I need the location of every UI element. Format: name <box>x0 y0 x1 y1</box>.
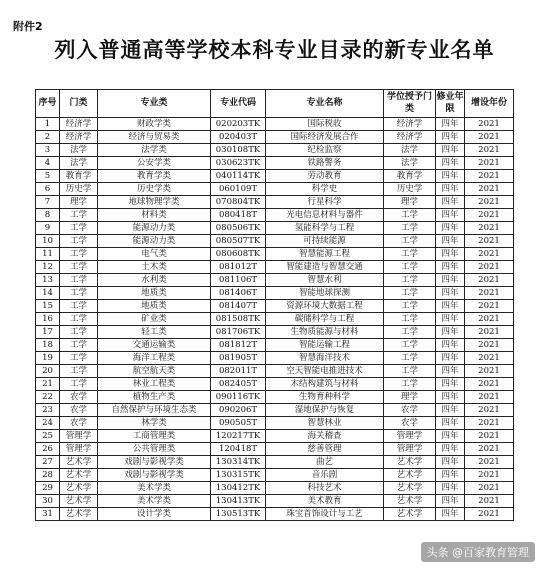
cell-degree-category: 工学 <box>384 222 436 235</box>
cell-study-years: 四年 <box>436 508 465 521</box>
cell-index: 21 <box>36 378 60 391</box>
cell-study-years: 四年 <box>436 391 465 404</box>
cell-study-years: 四年 <box>436 469 465 482</box>
cell-discipline: 工学 <box>60 209 98 222</box>
cell-index: 17 <box>36 326 60 339</box>
cell-discipline: 工学 <box>60 313 98 326</box>
cell-study-years: 四年 <box>436 417 465 430</box>
cell-major-name: 木结构建筑与材料 <box>266 378 384 391</box>
cell-year-added: 2021 <box>465 378 514 391</box>
cell-discipline: 农学 <box>60 404 98 417</box>
cell-year-added: 2021 <box>465 261 514 274</box>
table-row <box>36 365 514 378</box>
cell-study-years: 四年 <box>436 170 465 183</box>
cell-major-code: 070804TK <box>211 196 266 209</box>
header-index: 序号 <box>36 90 60 118</box>
cell-study-years: 四年 <box>436 443 465 456</box>
attachment-label: 附件2 <box>13 20 43 33</box>
cell-year-added: 2021 <box>465 443 514 456</box>
cell-major-class: 戏剧与影视学类 <box>98 469 211 482</box>
cell-major-class: 水利类 <box>98 274 211 287</box>
cell-index: 29 <box>36 482 60 495</box>
cell-year-added: 2021 <box>465 183 514 196</box>
header-degree-category: 学位授予门类 <box>384 90 436 118</box>
cell-year-added: 2021 <box>465 235 514 248</box>
cell-discipline: 管理学 <box>60 443 98 456</box>
cell-major-code: 030623TK <box>211 157 266 170</box>
cell-year-added: 2021 <box>465 482 514 495</box>
cell-year-added: 2021 <box>465 157 514 170</box>
cell-major-code: 090505T <box>211 417 266 430</box>
cell-major-code: 081508TK <box>211 313 266 326</box>
cell-major-code: 040114TK <box>211 170 266 183</box>
cell-major-class: 公共管理类 <box>98 443 211 456</box>
cell-discipline: 经济学 <box>60 118 98 131</box>
cell-major-class: 工商管理类 <box>98 430 211 443</box>
header-study-years: 修业年限 <box>436 90 465 118</box>
cell-index: 5 <box>36 170 60 183</box>
cell-discipline: 工学 <box>60 352 98 365</box>
cell-degree-category: 理学 <box>384 196 436 209</box>
cell-index: 2 <box>36 131 60 144</box>
cell-major-class: 能源动力类 <box>98 222 211 235</box>
cell-year-added: 2021 <box>465 222 514 235</box>
cell-degree-category: 工学 <box>384 261 436 274</box>
cell-major-code: 081106T <box>211 274 266 287</box>
cell-discipline: 工学 <box>60 287 98 300</box>
watermark: 头条 @百家教育管理 <box>421 542 536 562</box>
cell-index: 1 <box>36 118 60 131</box>
cell-discipline: 工学 <box>60 378 98 391</box>
cell-major-class: 植物生产类 <box>98 391 211 404</box>
cell-major-class: 林业工程类 <box>98 378 211 391</box>
cell-index: 18 <box>36 339 60 352</box>
cell-major-class: 美术学类 <box>98 482 211 495</box>
table-row <box>36 456 514 469</box>
cell-major-name: 铁路警务 <box>266 157 384 170</box>
cell-year-added: 2021 <box>465 391 514 404</box>
cell-major-code: 090116TK <box>211 391 266 404</box>
cell-major-code: 130513TK <box>211 508 266 521</box>
cell-discipline: 理学 <box>60 196 98 209</box>
cell-study-years: 四年 <box>436 287 465 300</box>
cell-major-name: 劳动教育 <box>266 170 384 183</box>
cell-degree-category: 工学 <box>384 235 436 248</box>
cell-discipline: 艺术学 <box>60 456 98 469</box>
cell-major-name: 资源环境大数据工程 <box>266 300 384 313</box>
major-catalog-table <box>35 89 514 521</box>
cell-index: 10 <box>36 235 60 248</box>
cell-degree-category: 艺术学 <box>384 508 436 521</box>
table-row <box>36 417 514 430</box>
cell-study-years: 四年 <box>436 404 465 417</box>
cell-major-code: 081706TK <box>211 326 266 339</box>
header-major-class: 专业类 <box>98 90 211 118</box>
table-row <box>36 326 514 339</box>
cell-index: 25 <box>36 430 60 443</box>
cell-study-years: 四年 <box>436 222 465 235</box>
cell-major-name: 生物质能源与材料 <box>266 326 384 339</box>
cell-year-added: 2021 <box>465 287 514 300</box>
cell-major-code: 080608TK <box>211 248 266 261</box>
cell-index: 6 <box>36 183 60 196</box>
cell-year-added: 2021 <box>465 430 514 443</box>
cell-degree-category: 经济学 <box>384 118 436 131</box>
cell-year-added: 2021 <box>465 144 514 157</box>
cell-study-years: 四年 <box>436 157 465 170</box>
cell-degree-category: 管理学 <box>384 443 436 456</box>
cell-major-code: 081812T <box>211 339 266 352</box>
cell-major-class: 历史学类 <box>98 183 211 196</box>
cell-index: 31 <box>36 508 60 521</box>
cell-major-name: 美术教育 <box>266 495 384 508</box>
cell-index: 15 <box>36 300 60 313</box>
table-row <box>36 404 514 417</box>
cell-degree-category: 艺术学 <box>384 456 436 469</box>
cell-year-added: 2021 <box>465 365 514 378</box>
table-row <box>36 196 514 209</box>
cell-study-years: 四年 <box>436 339 465 352</box>
table-row <box>36 339 514 352</box>
cell-year-added: 2021 <box>465 339 514 352</box>
cell-major-name: 可持续能源 <box>266 235 384 248</box>
cell-major-name: 智慧能源工程 <box>266 248 384 261</box>
cell-major-name: 碳储科学与工程 <box>266 313 384 326</box>
table-row <box>36 118 514 131</box>
table-row <box>36 469 514 482</box>
table-row <box>36 430 514 443</box>
cell-major-name: 纪检监察 <box>266 144 384 157</box>
cell-major-code: 082011T <box>211 365 266 378</box>
cell-major-class: 交通运输类 <box>98 339 211 352</box>
table-header-row <box>36 90 514 118</box>
cell-major-code: 120217TK <box>211 430 266 443</box>
cell-major-name: 科技艺术 <box>266 482 384 495</box>
cell-degree-category: 法学 <box>384 144 436 157</box>
cell-degree-category: 艺术学 <box>384 495 436 508</box>
cell-study-years: 四年 <box>436 118 465 131</box>
cell-degree-category: 经济学 <box>384 131 436 144</box>
cell-major-code: 081905T <box>211 352 266 365</box>
table-row <box>36 443 514 456</box>
cell-major-name: 空天智能电推进技术 <box>266 365 384 378</box>
cell-discipline: 工学 <box>60 365 98 378</box>
cell-major-name: 湿地保护与恢复 <box>266 404 384 417</box>
cell-study-years: 四年 <box>436 300 465 313</box>
cell-degree-category: 艺术学 <box>384 482 436 495</box>
cell-year-added: 2021 <box>465 170 514 183</box>
cell-year-added: 2021 <box>465 196 514 209</box>
cell-major-class: 财政学类 <box>98 118 211 131</box>
cell-year-added: 2021 <box>465 352 514 365</box>
cell-major-name: 氢能科学与工程 <box>266 222 384 235</box>
cell-year-added: 2021 <box>465 313 514 326</box>
table-row <box>36 508 514 521</box>
cell-major-code: 130412TK <box>211 482 266 495</box>
table-row <box>36 157 514 170</box>
cell-index: 13 <box>36 274 60 287</box>
table-row <box>36 209 514 222</box>
cell-discipline: 工学 <box>60 222 98 235</box>
cell-major-name: 智慧海洋技术 <box>266 352 384 365</box>
cell-index: 4 <box>36 157 60 170</box>
cell-major-code: 030108TK <box>211 144 266 157</box>
cell-index: 11 <box>36 248 60 261</box>
cell-discipline: 艺术学 <box>60 508 98 521</box>
cell-index: 12 <box>36 261 60 274</box>
cell-degree-category: 法学 <box>384 157 436 170</box>
cell-degree-category: 农学 <box>384 417 436 430</box>
cell-degree-category: 工学 <box>384 352 436 365</box>
cell-major-name: 科学史 <box>266 183 384 196</box>
cell-discipline: 教育学 <box>60 170 98 183</box>
cell-degree-category: 历史学 <box>384 183 436 196</box>
cell-major-code: 130314TK <box>211 456 266 469</box>
cell-degree-category: 工学 <box>384 209 436 222</box>
cell-degree-category: 工学 <box>384 300 436 313</box>
cell-discipline: 工学 <box>60 274 98 287</box>
cell-degree-category: 农学 <box>384 404 436 417</box>
cell-major-name: 音乐剧 <box>266 469 384 482</box>
cell-year-added: 2021 <box>465 248 514 261</box>
cell-major-name: 智慧水利 <box>266 274 384 287</box>
cell-major-code: 020203TK <box>211 118 266 131</box>
cell-major-class: 地质类 <box>98 300 211 313</box>
table-row <box>36 235 514 248</box>
cell-major-name: 智能建造与智慧交通 <box>266 261 384 274</box>
cell-major-code: 080418T <box>211 209 266 222</box>
cell-degree-category: 工学 <box>384 339 436 352</box>
cell-study-years: 四年 <box>436 235 465 248</box>
cell-discipline: 艺术学 <box>60 469 98 482</box>
cell-major-name: 智慧林业 <box>266 417 384 430</box>
header-major-name: 专业名称 <box>266 90 384 118</box>
cell-year-added: 2021 <box>465 118 514 131</box>
cell-major-class: 自然保护与环境生态类 <box>98 404 211 417</box>
cell-study-years: 四年 <box>436 456 465 469</box>
cell-study-years: 四年 <box>436 131 465 144</box>
cell-study-years: 四年 <box>436 352 465 365</box>
cell-degree-category: 工学 <box>384 248 436 261</box>
cell-major-code: 130413TK <box>211 495 266 508</box>
cell-year-added: 2021 <box>465 508 514 521</box>
cell-major-class: 能源动力类 <box>98 235 211 248</box>
table-row <box>36 131 514 144</box>
cell-year-added: 2021 <box>465 274 514 287</box>
cell-year-added: 2021 <box>465 495 514 508</box>
cell-major-class: 海洋工程类 <box>98 352 211 365</box>
cell-study-years: 四年 <box>436 248 465 261</box>
cell-major-class: 林学类 <box>98 417 211 430</box>
cell-degree-category: 工学 <box>384 365 436 378</box>
cell-year-added: 2021 <box>465 456 514 469</box>
cell-index: 16 <box>36 313 60 326</box>
cell-major-code: 081407T <box>211 300 266 313</box>
cell-study-years: 四年 <box>436 430 465 443</box>
cell-degree-category: 工学 <box>384 274 436 287</box>
cell-discipline: 工学 <box>60 235 98 248</box>
cell-discipline: 管理学 <box>60 430 98 443</box>
cell-index: 8 <box>36 209 60 222</box>
cell-index: 14 <box>36 287 60 300</box>
cell-index: 28 <box>36 469 60 482</box>
cell-discipline: 艺术学 <box>60 482 98 495</box>
cell-study-years: 四年 <box>436 261 465 274</box>
table-row <box>36 274 514 287</box>
cell-year-added: 2021 <box>465 469 514 482</box>
header-discipline: 门类 <box>60 90 98 118</box>
cell-index: 24 <box>36 417 60 430</box>
cell-major-class: 经济与贸易类 <box>98 131 211 144</box>
table-row <box>36 300 514 313</box>
cell-study-years: 四年 <box>436 183 465 196</box>
cell-major-name: 慈善管理 <box>266 443 384 456</box>
cell-index: 27 <box>36 456 60 469</box>
cell-degree-category: 工学 <box>384 378 436 391</box>
cell-study-years: 四年 <box>436 313 465 326</box>
cell-major-name: 国际税收 <box>266 118 384 131</box>
cell-major-code: 080506TK <box>211 222 266 235</box>
cell-study-years: 四年 <box>436 209 465 222</box>
cell-discipline: 艺术学 <box>60 495 98 508</box>
cell-major-class: 设计学类 <box>98 508 211 521</box>
cell-major-class: 地球物理学类 <box>98 196 211 209</box>
cell-discipline: 经济学 <box>60 131 98 144</box>
cell-major-class: 矿业类 <box>98 313 211 326</box>
cell-index: 7 <box>36 196 60 209</box>
table-row <box>36 222 514 235</box>
table-row <box>36 352 514 365</box>
cell-major-name: 海关稽查 <box>266 430 384 443</box>
header-major-code: 专业代码 <box>211 90 266 118</box>
cell-study-years: 四年 <box>436 482 465 495</box>
cell-major-class: 电气类 <box>98 248 211 261</box>
cell-study-years: 四年 <box>436 365 465 378</box>
cell-discipline: 工学 <box>60 300 98 313</box>
cell-discipline: 法学 <box>60 157 98 170</box>
cell-major-class: 美术学类 <box>98 495 211 508</box>
cell-discipline: 法学 <box>60 144 98 157</box>
cell-study-years: 四年 <box>436 378 465 391</box>
table-row <box>36 313 514 326</box>
cell-degree-category: 工学 <box>384 313 436 326</box>
cell-major-class: 地质类 <box>98 287 211 300</box>
cell-major-class: 教育学类 <box>98 170 211 183</box>
cell-degree-category: 工学 <box>384 287 436 300</box>
cell-major-class: 土木类 <box>98 261 211 274</box>
cell-major-class: 公安学类 <box>98 157 211 170</box>
cell-year-added: 2021 <box>465 209 514 222</box>
cell-year-added: 2021 <box>465 404 514 417</box>
cell-index: 30 <box>36 495 60 508</box>
cell-major-code: 081406T <box>211 287 266 300</box>
table-row <box>36 170 514 183</box>
cell-major-code: 081012T <box>211 261 266 274</box>
document-title: 列入普通高等学校本科专业目录的新专业名单 <box>54 38 495 62</box>
cell-major-code: 130315TK <box>211 469 266 482</box>
cell-major-class: 材料类 <box>98 209 211 222</box>
table-row <box>36 144 514 157</box>
cell-study-years: 四年 <box>436 495 465 508</box>
cell-index: 22 <box>36 391 60 404</box>
cell-study-years: 四年 <box>436 326 465 339</box>
cell-major-name: 国际经济发展合作 <box>266 131 384 144</box>
cell-discipline: 工学 <box>60 326 98 339</box>
cell-major-name: 珠宝首饰设计与工艺 <box>266 508 384 521</box>
cell-study-years: 四年 <box>436 144 465 157</box>
cell-major-name: 光电信息材料与器件 <box>266 209 384 222</box>
cell-discipline: 农学 <box>60 417 98 430</box>
cell-degree-category: 艺术学 <box>384 469 436 482</box>
cell-major-name: 智能地球探测 <box>266 287 384 300</box>
cell-index: 26 <box>36 443 60 456</box>
table-row <box>36 248 514 261</box>
cell-index: 3 <box>36 144 60 157</box>
cell-year-added: 2021 <box>465 300 514 313</box>
table-row <box>36 378 514 391</box>
table-row <box>36 391 514 404</box>
cell-major-name: 生物育种科学 <box>266 391 384 404</box>
cell-major-code: 020403T <box>211 131 266 144</box>
cell-study-years: 四年 <box>436 274 465 287</box>
cell-major-class: 法学类 <box>98 144 211 157</box>
cell-discipline: 历史学 <box>60 183 98 196</box>
cell-major-class: 轻工类 <box>98 326 211 339</box>
cell-degree-category: 教育学 <box>384 170 436 183</box>
table-row <box>36 495 514 508</box>
cell-major-name: 曲艺 <box>266 456 384 469</box>
table-row <box>36 183 514 196</box>
cell-degree-category: 管理学 <box>384 430 436 443</box>
cell-year-added: 2021 <box>465 417 514 430</box>
cell-major-code: 080507TK <box>211 235 266 248</box>
cell-discipline: 工学 <box>60 339 98 352</box>
cell-index: 19 <box>36 352 60 365</box>
table-row <box>36 287 514 300</box>
cell-major-code: 060109T <box>211 183 266 196</box>
cell-major-code: 090206T <box>211 404 266 417</box>
table-row <box>36 482 514 495</box>
cell-index: 9 <box>36 222 60 235</box>
cell-major-class: 戏剧与影视学类 <box>98 456 211 469</box>
cell-discipline: 工学 <box>60 248 98 261</box>
cell-study-years: 四年 <box>436 196 465 209</box>
cell-major-code: 082405T <box>211 378 266 391</box>
table-row <box>36 261 514 274</box>
cell-index: 23 <box>36 404 60 417</box>
cell-degree-category: 工学 <box>384 326 436 339</box>
cell-discipline: 工学 <box>60 261 98 274</box>
header-year-added: 增设年份 <box>465 90 514 118</box>
cell-major-class: 航空航天类 <box>98 365 211 378</box>
cell-major-code: 120418T <box>211 443 266 456</box>
cell-index: 20 <box>36 365 60 378</box>
cell-year-added: 2021 <box>465 131 514 144</box>
cell-major-name: 行星科学 <box>266 196 384 209</box>
cell-discipline: 农学 <box>60 391 98 404</box>
cell-degree-category: 理学 <box>384 391 436 404</box>
cell-year-added: 2021 <box>465 326 514 339</box>
cell-major-name: 智能运输工程 <box>266 339 384 352</box>
